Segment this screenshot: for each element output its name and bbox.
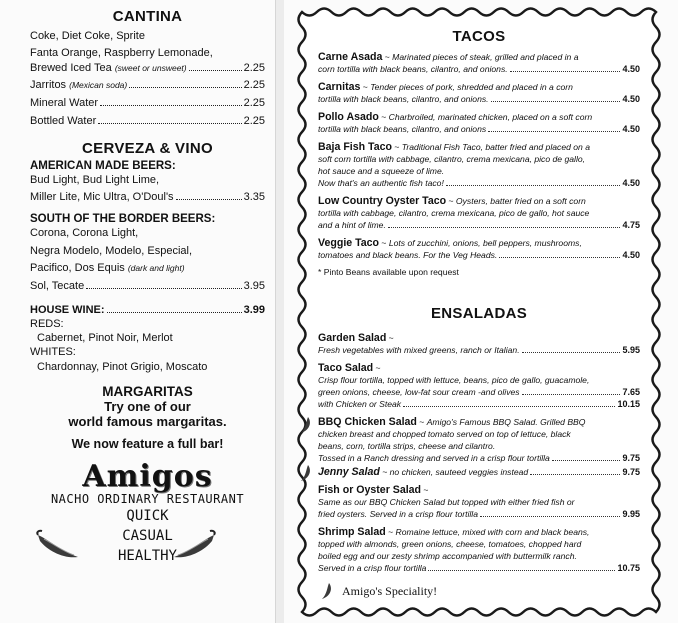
chili-pepper-icon: [34, 529, 84, 561]
menu-item: Jenny Salad ~ no chicken, sauteed veggies instead 9.75: [318, 466, 640, 478]
south-line: Negra Modelo, Modelo, Especial,: [30, 244, 193, 257]
ensaladas-section: [318, 305, 640, 600]
chili-pepper-icon: [318, 582, 336, 600]
wine-row: HOUSE WINE: 3.99: [30, 303, 265, 316]
cantina-title: CANTINA: [112, 8, 183, 25]
menu-item: Pollo Asado ~ Charbroiled, marinated chicken, placed on a soft corn tortilla with black beans, cilantro, and onions 4.50: [318, 111, 640, 134]
american-row: Miller Lite, Mic Ultra, O'Doul's 3.35: [30, 191, 265, 203]
margaritas-title: MARGARITAS: [102, 383, 193, 399]
cerveza-title: CERVEZA & VINO: [82, 139, 213, 157]
margaritas-block: MARGARITAS Try one of our world famous margaritas.: [30, 384, 265, 429]
amigos-logo: Amigos NACHO ORDINARY RESTAURANT QUICK CASUAL HEALTHY: [30, 459, 265, 589]
american-title: AMERICAN MADE BEERS:: [30, 159, 176, 172]
tacos-title: TACOS: [452, 28, 506, 45]
left-menu-panel: [0, 0, 276, 623]
ensaladas-title: ENSALADAS: [430, 305, 528, 322]
cantina-line: Coke, Diet Coke, Sprite: [30, 30, 145, 42]
bottled-row: Bottled Water 2.25: [30, 114, 265, 127]
right-menu-panel: [284, 0, 678, 623]
menu-item: Taco Salad ~ Crisp flour tortilla, topped with lettuce, beans, pico de gallo, guacamole, green onions, cheese, low-fat sour cream -and olives 7.65 with Chicken or Steak 10.15: [318, 362, 640, 409]
menu-item: Carne Asada ~ Marinated pieces of steak, grilled and placed in a corn tortilla with black beans, cilantro, and onions. 4.50: [318, 51, 640, 74]
south-row: Sol, Tecate 3.95: [30, 279, 265, 292]
cantina-line: Fanta Orange, Raspberry Lemonade,: [30, 46, 213, 59]
tea-price: 2.25: [243, 61, 265, 74]
menu-item: Veggie Taco ~ Lots of zucchini, onions, bell peppers, mushrooms, tomatoes and black beans. For the Veg Heads. 4.50: [318, 237, 640, 260]
south-title: SOUTH OF THE BORDER BEERS:: [30, 213, 216, 225]
chili-pepper-icon: [298, 416, 314, 434]
menu-item: Low Country Oyster Taco ~ Oysters, batter fried on a soft corn tortilla with cabbage, cilantro, crema mexicana, pico de gallo, hot sauce and a hint of lime. 4.75: [318, 195, 640, 230]
jarritos-row: Jarritos (Mexican soda) 2.25: [30, 78, 265, 91]
chili-pepper-icon: [298, 464, 314, 482]
speciality-note: Amigo's Speciality!: [318, 582, 640, 600]
whites-list: Chardonnay, Pinot Grigio, Moscato: [37, 360, 208, 373]
menu-item: Baja Fish Taco ~ Traditional Fish Taco, batter fried and placed on a soft corn tortilla with cabbage, cilantro, crema mexicana, pico de gallo, hot sauce and a squeeze of lime. Now that's an authentic fish taco! 4.50: [318, 141, 640, 188]
south-line: Pacifico, Dos Equis (dark and light): [30, 262, 185, 274]
tea-row: Brewed Iced Tea (sweet or unsweet) 2.25: [30, 61, 265, 74]
pinto-note: * Pinto Beans available upon request: [318, 267, 459, 277]
menu-item: Shrimp Salad ~ Romaine lettuce, mixed with corn and black beans, topped with almonds, green onions, cheese, tomatoes, chopped hard boiled egg and our zesty shrimp accompanied with buttermilk ranch. Served in a crisp flour tortilla 10.75: [318, 526, 640, 573]
page-fold: [276, 0, 284, 623]
menu-item: BBQ Chicken Salad ~ Amigo's Famous BBQ Salad. Grilled BBQ chicken breast and chopped tomato served on top of lettuce, black beans, corn, tortilla strips, cheese and cilantro. Tossed in a Ranch dressing and served in a crisp flour tortilla 9.75: [318, 416, 640, 464]
south-line: Corona, Corona Light,: [30, 227, 139, 239]
chili-pepper-icon: [168, 529, 218, 561]
whites-label: WHITES:: [30, 345, 76, 358]
full-bar-note: We now feature a full bar!: [71, 436, 224, 451]
menu-item: Garden Salad ~ Fresh vegetables with mixed greens, ranch or Italian. 5.95: [318, 332, 640, 355]
mineral-row: Mineral Water 2.25: [30, 96, 265, 109]
reds-label: REDS:: [30, 317, 64, 330]
menu-item: Fish or Oyster Salad ~ Same as our BBQ Chicken Salad but topped with either fried fish or fried oysters. Served in a crisp flour tortilla 9.95: [318, 484, 640, 519]
menu-item: Carnitas ~ Tender pieces of pork, shredded and placed in a corn tortilla with black beans, cilantro, and onions. 4.50: [318, 81, 640, 104]
reds-list: Cabernet, Pinot Noir, Merlot: [37, 331, 173, 344]
american-line: Bud Light, Bud Light Lime,: [30, 173, 160, 186]
tacos-section: [318, 28, 640, 277]
